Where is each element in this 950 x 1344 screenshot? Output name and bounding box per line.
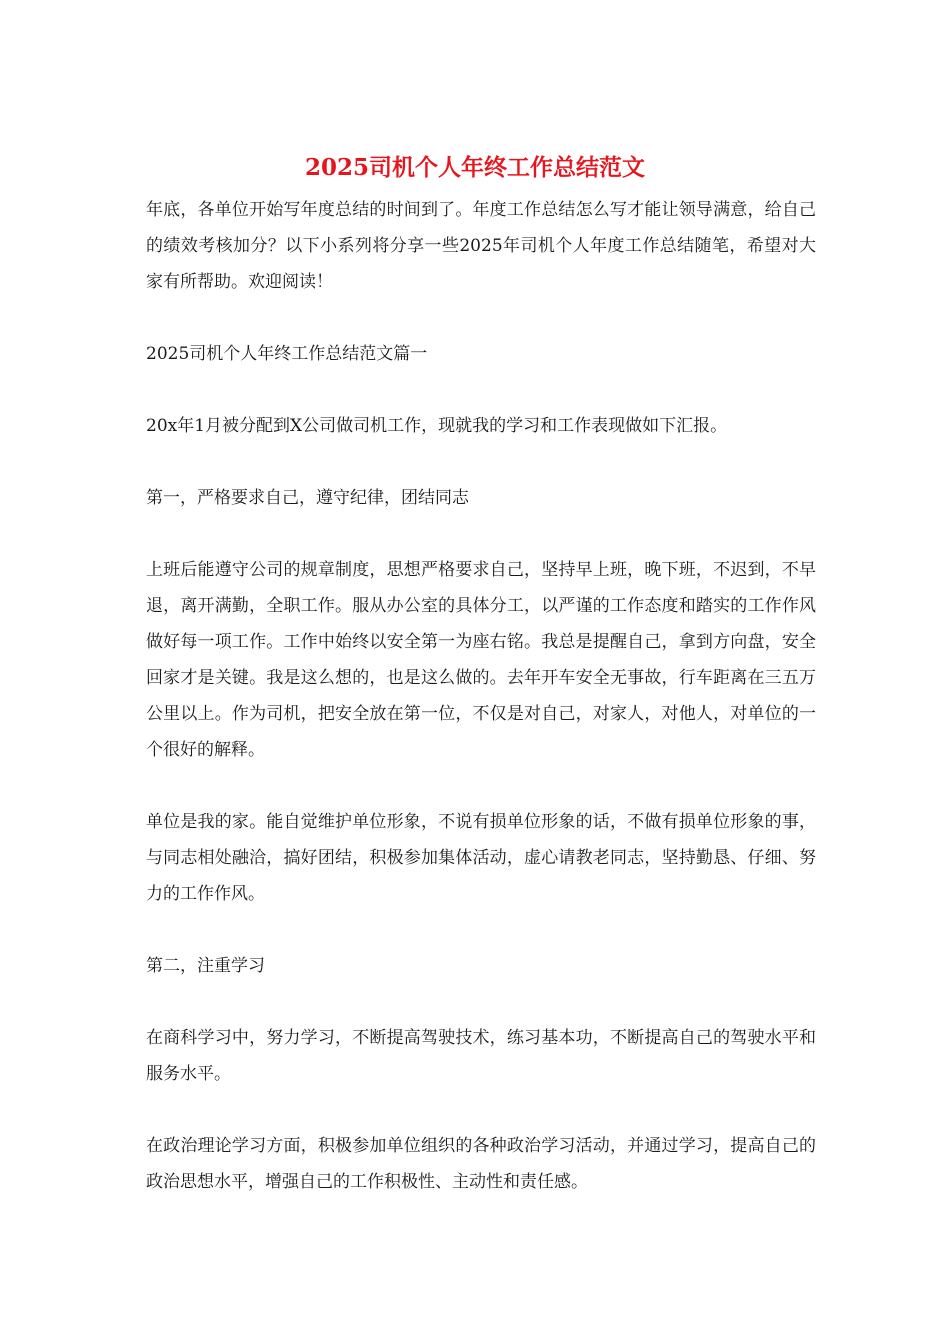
heading-first-point: 第一，严格要求自己，遵守纪律，团结同志: [146, 488, 469, 508]
political-study-paragraph: 在政治理论学习方面，积极参加单位组织的各种政治学习活动，并通过学习，提高自己的政治思想水平，增强自己的工作积极性、主动性和责任感。: [146, 1136, 816, 1192]
report-intro-paragraph: 20x年1月被分配到X公司做司机工作，现就我的学习和工作表现做如下汇报。: [146, 416, 728, 436]
document-body: [146, 192, 816, 1236]
heading-second-point: 第二，注重学习: [146, 956, 265, 976]
skills-study-paragraph: 在商科学习中，努力学习，不断提高驾驶技术，练习基本功，不断提高自己的驾驶水平和服务水平。: [146, 1028, 816, 1084]
section-heading-part-one: 2025司机个人年终工作总结范文篇一: [146, 344, 428, 364]
discipline-paragraph: 上班后能遵守公司的规章制度，思想严格要求自己，坚持早上班，晚下班，不迟到，不早退，离开满勤，全职工作。服从办公室的具体分工，以严谨的工作态度和踏实的工作作风做好每一项工作。工作中始终以安全第一为座右铭。我总是提醒自己，拿到方向盘，安全回家才是关键。我是这么想的，也是这么做的。去年开车安全无事故，行车距离在三五万公里以上。作为司机，把安全放在第一位，不仅是对自己，对家人，对他人，对单位的一个很好的解释。: [146, 560, 816, 760]
intro-paragraph: 年底，各单位开始写年度总结的时间到了。年度工作总结怎么写才能让领导满意，给自己的绩效考核加分？以下小系列将分享一些2025年司机个人年度工作总结随笔，希望对大家有所帮助。欢迎阅读！: [146, 200, 816, 292]
document-title: 2025司机个人年终工作总结范文: [304, 154, 645, 181]
unit-image-paragraph: 单位是我的家。能自觉维护单位形象，不说有损单位形象的话，不做有损单位形象的事，与同志相处融洽，搞好团结，积极参加集体活动，虚心请教老同志，坚持勤恳、仔细、努力的工作作风。: [146, 812, 816, 904]
